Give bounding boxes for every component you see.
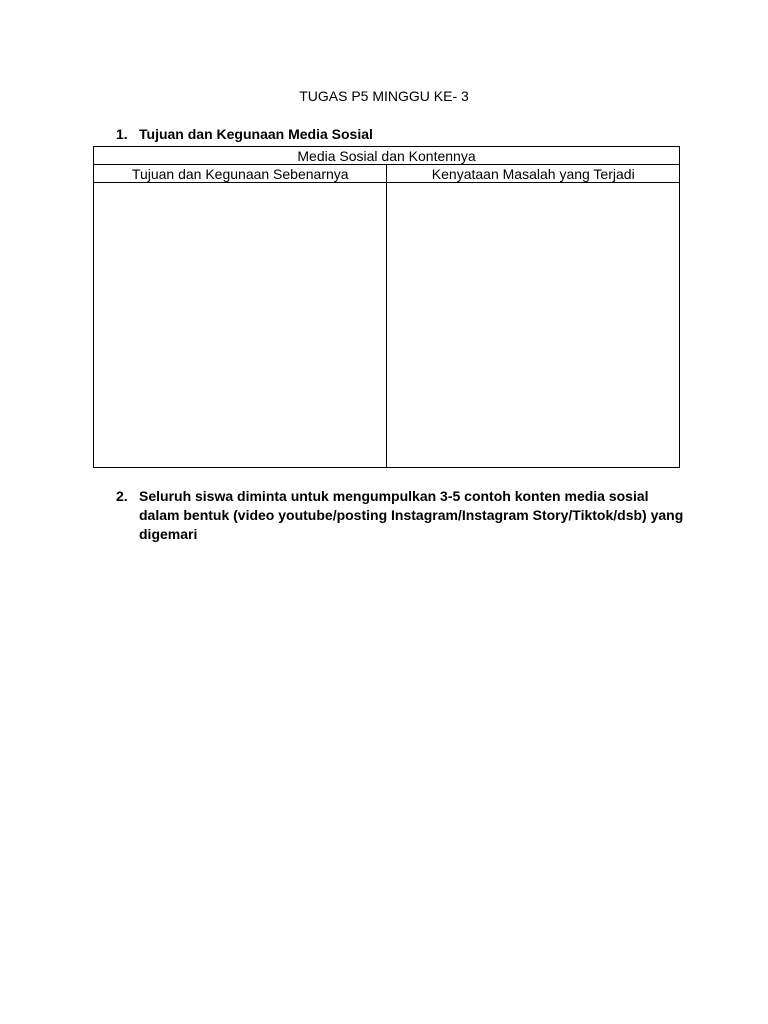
column-header-reality: Kenyataan Masalah yang Terjadi [387,165,680,183]
list-item-text: Seluruh siswa diminta untuk mengumpulkan 3-5 contoh konten media sosial dalam bentuk (video youtube/posting Instagram/Instagram Story/Tiktok/dsb) yang digemari [139,488,684,542]
list-item-2 [116,487,686,544]
list-item-number: 1. [116,126,128,142]
page-title: TUGAS P5 MINGGU KE- 3 [299,88,469,104]
list-item-number: 2. [116,488,128,504]
list-item-text: Tujuan dan Kegunaan Media Sosial [139,126,373,142]
table-cell-reality[interactable] [387,183,680,468]
table-title: Media Sosial dan Kontennya [94,147,680,165]
media-social-table [93,146,680,468]
table-cell-purpose[interactable] [94,183,387,468]
column-header-purpose: Tujuan dan Kegunaan Sebenarnya [94,165,387,183]
list-item-1 [116,125,686,144]
